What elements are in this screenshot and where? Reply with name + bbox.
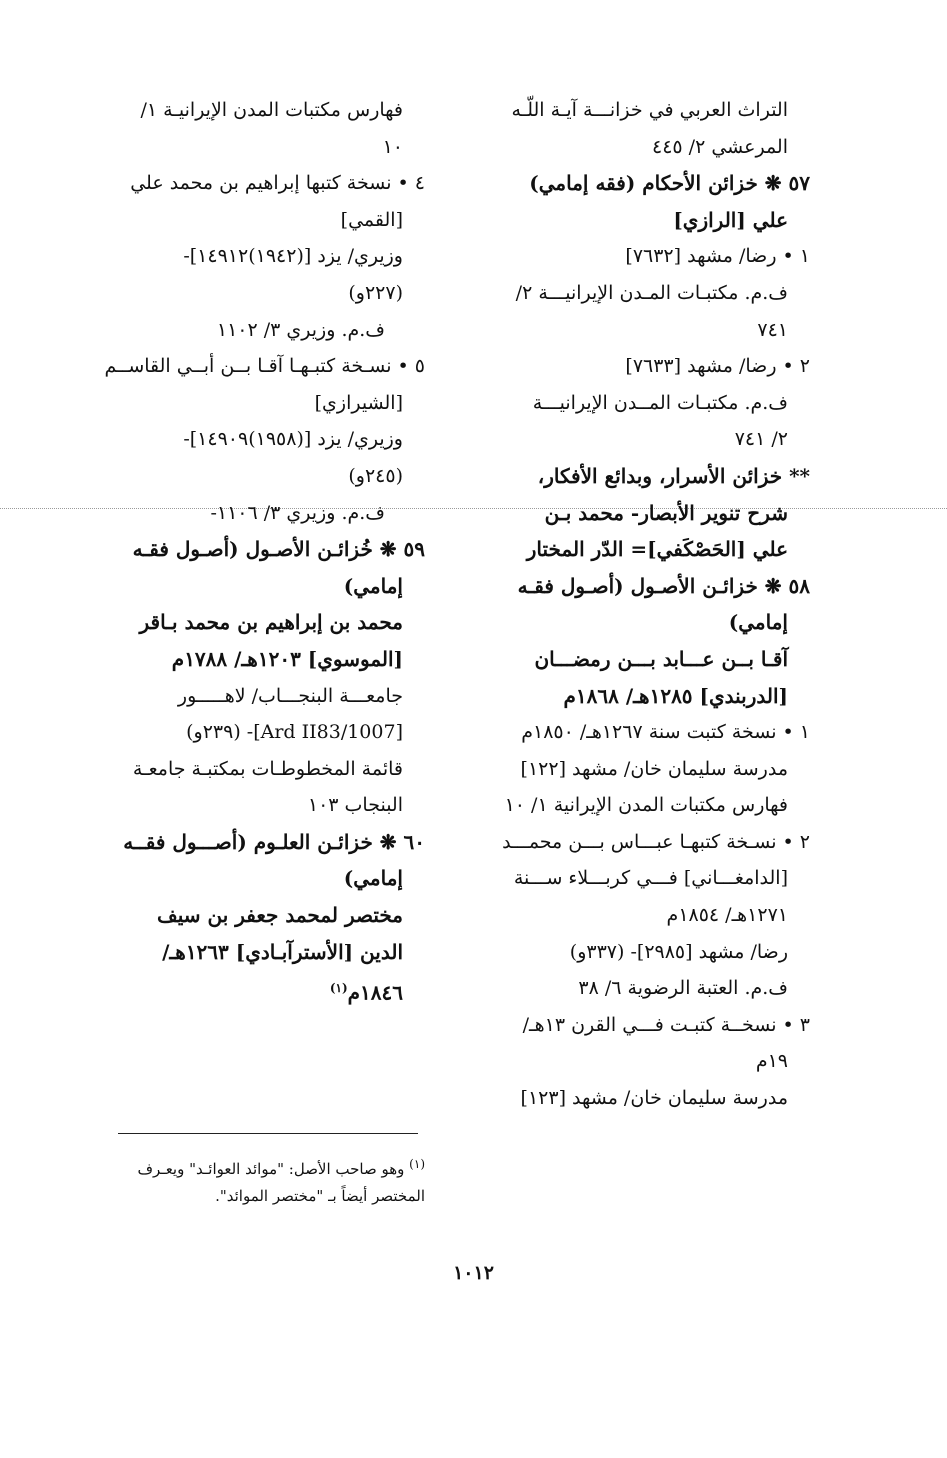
footnote-reference: (١) xyxy=(329,981,348,996)
left-column-line: ٥ • نسـخة كتبـهـا آقـا بــن أبــي القاســم xyxy=(104,355,425,378)
right-column-line: ١٩م xyxy=(755,1050,788,1073)
left-column-line: محمد بن إبراهيم بن محمد بـاقر xyxy=(139,610,403,635)
right-column-line: ١ • نسخة كتبت سنة ١٢٦٧هـ/ ١٨٥٠م xyxy=(521,721,810,744)
left-column-line: ف.م. وزيري ٣/ ١١٠٢ xyxy=(216,318,385,341)
left-column-line: ١٠ xyxy=(382,135,403,158)
right-column-line: شرح تنوير الأبصار- محمد بـن xyxy=(544,500,788,525)
left-column-line: فهارس مكتبات المدن الإيرانيـة ١/ xyxy=(140,99,403,121)
right-column-line: آقـا بــن عـــابد بـــن رمضـــان xyxy=(534,646,788,671)
right-column-line: إمامي) xyxy=(728,610,788,635)
right-column-line: ٣ • نسخــة كتبـت فـــي القرن ١٣هـ/ xyxy=(522,1013,810,1036)
left-column-line: ١٨٤٦م$^{(١)}$ xyxy=(329,980,403,1005)
left-column-line: الدين [الأستر‌آبـادي] ١٢٦٣هـ/ xyxy=(162,939,403,964)
left-column-line: ٤ • نسخة كتبها إبراهيم بن محمد علي xyxy=(130,172,425,195)
right-column-line: علي [الحَصْكَفي]= الدّر المختار xyxy=(526,537,788,562)
right-column-line: [الدربندي] ١٢٨٥هـ/ ١٨٦٨م xyxy=(563,683,788,708)
right-column-line: ف.م. العتبة الرضوية ٦/ ٣٨ xyxy=(578,977,788,1000)
left-column-line: [القمي] xyxy=(340,208,403,231)
right-column-line: ٢ • نسـخة كتبهـا عبـــاس بـــن محمـــد xyxy=(502,830,810,853)
right-column-line: [الدامغـــاني] فـــي كربـــلاء ســـنة xyxy=(513,867,788,890)
right-column-line: رضا/ مشهد [٢٩٨٥]- (٣٣٧و) xyxy=(569,940,788,963)
left-column-line: ٦٠ ❋ خزائـن العلـوم (أصـــول فقــه xyxy=(123,829,425,854)
right-column-line: ** خزائن الأسرار، وبدائع الأفكار، xyxy=(537,463,810,488)
left-column-line: إمامي) xyxy=(343,573,403,598)
left-column-line: البنجاب ١٠٣ xyxy=(307,794,403,817)
footnote-marker: (١) xyxy=(409,1157,425,1171)
right-column-line: المرعشي ٢/ ٤٤٥ xyxy=(652,135,788,158)
left-column xyxy=(95,92,425,1007)
right-column-line: التراث العربي في خزانـــة آيـة اللّـه xyxy=(511,99,788,121)
left-column-line: [الشيرازي] xyxy=(314,391,403,414)
right-column-line: ٥٧ ❋ خزائن الأحكام (فقه إمامي) xyxy=(529,171,810,196)
left-column-line: ٥٩ ❋ خُزائـن الأصـول (أصـول فقـه xyxy=(132,537,425,562)
left-column-line: قائمة المخطوطـات بمكتبـة جامعـة xyxy=(132,757,403,780)
left-column-line: [الموسوي] ١٢٠٣هـ/ ١٧٨٨م xyxy=(171,646,403,671)
right-column-line: ٥٨ ❋ خزائـن الأصـول (أصـول فقـه xyxy=(517,573,810,598)
left-column-line: وزيري/ يزد [(١٩٤٢)١٤٩١٢]- xyxy=(183,245,403,268)
left-column-line: ف.م. وزيري ٣/ ١١٠٦- xyxy=(210,501,385,524)
right-column-line: مدرسة سليمان خان/ مشهد [١٢٢] xyxy=(520,757,788,780)
footnote xyxy=(95,1148,425,1212)
left-column-line: وزيري/ يزد [(١٩٥٨)١٤٩٠٩]- xyxy=(183,428,403,451)
left-column-line: إمامي) xyxy=(343,866,403,891)
right-column-line: فهارس مكتبات المدن الإيرانية ١/ ١٠ xyxy=(504,794,788,817)
right-column xyxy=(475,92,810,1117)
footnote-line-1: $^{(١)}$ وهو صاحب الأصل: "موائد العوائـد" ويعـرف xyxy=(137,1157,425,1178)
left-column-line: (٢٤٥و) xyxy=(348,464,403,487)
right-column-line: ٧٤١ xyxy=(757,318,788,341)
right-column-line: ١٢٧١هـ/ ١٨٥٤م xyxy=(666,904,788,927)
footnote-line-2: المختصر أيضاً بـ "مختصر الموائد". xyxy=(215,1187,425,1205)
right-column-line: ٢ • رضا/ مشهد [٧٦٣٣] xyxy=(625,355,810,378)
left-column-line: مختصر لمحمد جعفر بن سيف xyxy=(157,903,403,928)
left-column-line: [Ard II83/1007]- (٢٣٩و) xyxy=(186,721,403,744)
page-number: ١٠١٢ xyxy=(453,1262,494,1284)
right-column-line: ١ • رضا/ مشهد [٧٦٣٢] xyxy=(625,245,810,268)
left-column-line: جامعـــة البنجـــاب/ لاهـــــور xyxy=(177,684,403,707)
right-column-line: ٢/ ٧٤١ xyxy=(734,428,788,451)
right-column-line: ف.م. مكتبـات المــدن الإيرانيـــة xyxy=(532,391,788,414)
left-column-line: (٢٢٧و) xyxy=(348,281,403,304)
footnote-rule xyxy=(118,1133,418,1134)
right-column-line: ف.م. مكتبـات المـدن الإيرانيـــة ٢/ xyxy=(515,281,788,304)
right-column-line: علي [الرازي] xyxy=(673,207,788,232)
right-column-line: مدرسة سليمان خان/ مشهد [١٢٣] xyxy=(520,1087,788,1110)
